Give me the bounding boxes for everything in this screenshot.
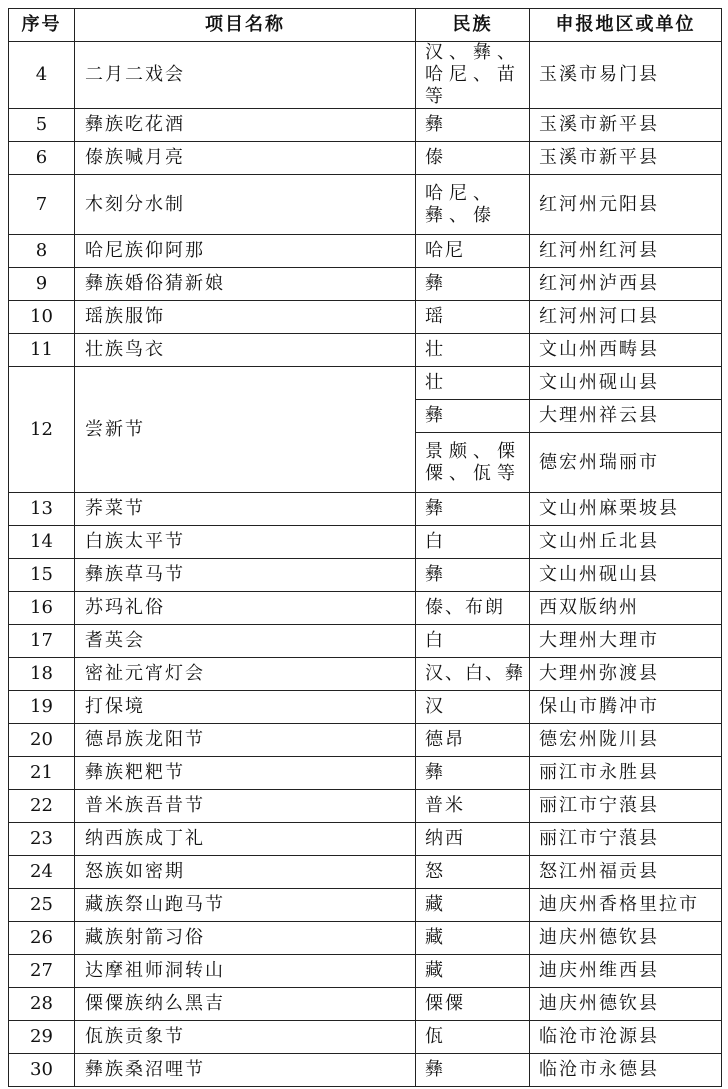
cell-number: 15 xyxy=(9,559,75,592)
table-row xyxy=(9,367,722,400)
cell-ethnic-group: 傈僳 xyxy=(416,988,530,1021)
cell-region: 大理州弥渡县 xyxy=(530,658,722,691)
cell-number: 30 xyxy=(9,1054,75,1087)
cell-project-name: 荞菜节 xyxy=(75,493,416,526)
cell-project-name: 尝新节 xyxy=(75,367,416,493)
table-row xyxy=(9,658,722,691)
table-row xyxy=(9,109,722,142)
cell-ethnic-group: 彝 xyxy=(416,1054,530,1087)
cell-project-name: 打保境 xyxy=(75,691,416,724)
cell-ethnic-group: 藏 xyxy=(416,922,530,955)
cell-region: 丽江市永胜县 xyxy=(530,757,722,790)
cell-number: 18 xyxy=(9,658,75,691)
cell-region: 丽江市宁蒗县 xyxy=(530,823,722,856)
cell-number: 14 xyxy=(9,526,75,559)
cell-ethnic-group: 佤 xyxy=(416,1021,530,1054)
cell-number: 10 xyxy=(9,301,75,334)
table-row xyxy=(9,235,722,268)
cell-number: 28 xyxy=(9,988,75,1021)
cell-ethnic-group: 汉 xyxy=(416,691,530,724)
cell-region: 大理州大理市 xyxy=(530,625,722,658)
cell-ethnic-group: 彝 xyxy=(416,268,530,301)
cell-number: 5 xyxy=(9,109,75,142)
cell-region: 德宏州陇川县 xyxy=(530,724,722,757)
cell-region: 文山州砚山县 xyxy=(530,559,722,592)
cell-project-name: 彝族粑粑节 xyxy=(75,757,416,790)
cell-number: 27 xyxy=(9,955,75,988)
cell-region: 临沧市沧源县 xyxy=(530,1021,722,1054)
cell-number: 6 xyxy=(9,142,75,175)
table-row xyxy=(9,559,722,592)
cell-ethnic-group: 怒 xyxy=(416,856,530,889)
cell-number: 24 xyxy=(9,856,75,889)
cell-region: 文山州砚山县 xyxy=(530,367,722,400)
cell-number: 8 xyxy=(9,235,75,268)
cell-ethnic-group: 彝 xyxy=(416,109,530,142)
cell-number: 19 xyxy=(9,691,75,724)
table-header-row xyxy=(9,9,722,42)
table-row xyxy=(9,955,722,988)
cell-project-name: 彝族草马节 xyxy=(75,559,416,592)
cell-project-name: 德昂族龙阳节 xyxy=(75,724,416,757)
table-row xyxy=(9,922,722,955)
table-row xyxy=(9,757,722,790)
header-ethnic-group: 民族 xyxy=(416,9,530,42)
cell-region: 西双版纳州 xyxy=(530,592,722,625)
header-project-name: 项目名称 xyxy=(75,9,416,42)
table-row xyxy=(9,334,722,367)
cell-region: 红河州河口县 xyxy=(530,301,722,334)
cell-region: 红河州泸西县 xyxy=(530,268,722,301)
cell-number: 20 xyxy=(9,724,75,757)
cell-ethnic-group: 汉、彝、哈尼、苗等 xyxy=(416,42,530,109)
cell-ethnic-group: 白 xyxy=(416,625,530,658)
table-row xyxy=(9,724,722,757)
cell-number: 25 xyxy=(9,889,75,922)
cell-project-name: 瑶族服饰 xyxy=(75,301,416,334)
cell-ethnic-group: 景颇、傈僳、佤等 xyxy=(416,433,530,493)
cell-number: 29 xyxy=(9,1021,75,1054)
table-row xyxy=(9,592,722,625)
table-row xyxy=(9,790,722,823)
cell-region: 迪庆州维西县 xyxy=(530,955,722,988)
cell-project-name: 苏玛礼俗 xyxy=(75,592,416,625)
cell-ethnic-group: 傣 xyxy=(416,142,530,175)
cell-ethnic-group: 彝 xyxy=(416,559,530,592)
cell-number: 11 xyxy=(9,334,75,367)
cell-ethnic-group: 德昂 xyxy=(416,724,530,757)
cell-number: 13 xyxy=(9,493,75,526)
cell-region: 文山州西畴县 xyxy=(530,334,722,367)
cell-region: 文山州麻栗坡县 xyxy=(530,493,722,526)
cell-ethnic-group: 哈尼、彝、傣 xyxy=(416,175,530,235)
cell-region: 丽江市宁蒗县 xyxy=(530,790,722,823)
heritage-project-table xyxy=(8,8,722,1087)
cell-project-name: 白族太平节 xyxy=(75,526,416,559)
cell-project-name: 壮族鸟衣 xyxy=(75,334,416,367)
cell-number: 16 xyxy=(9,592,75,625)
table-row xyxy=(9,988,722,1021)
cell-ethnic-group: 傣、布朗 xyxy=(416,592,530,625)
table-row xyxy=(9,526,722,559)
cell-project-name: 达摩祖师洞转山 xyxy=(75,955,416,988)
cell-project-name: 傣族喊月亮 xyxy=(75,142,416,175)
header-number: 序号 xyxy=(9,9,75,42)
cell-project-name: 二月二戏会 xyxy=(75,42,416,109)
cell-project-name: 藏族射箭习俗 xyxy=(75,922,416,955)
cell-project-name: 彝族吃花酒 xyxy=(75,109,416,142)
cell-project-name: 佤族贡象节 xyxy=(75,1021,416,1054)
cell-ethnic-group: 彝 xyxy=(416,493,530,526)
cell-project-name: 哈尼族仰阿那 xyxy=(75,235,416,268)
cell-project-name: 傈僳族纳么黑吉 xyxy=(75,988,416,1021)
cell-region: 红河州元阳县 xyxy=(530,175,722,235)
cell-ethnic-group: 壮 xyxy=(416,367,530,400)
cell-project-name: 藏族祭山跑马节 xyxy=(75,889,416,922)
cell-number: 22 xyxy=(9,790,75,823)
cell-region: 迪庆州德钦县 xyxy=(530,988,722,1021)
cell-number: 9 xyxy=(9,268,75,301)
cell-region: 玉溪市新平县 xyxy=(530,142,722,175)
cell-number: 12 xyxy=(9,367,75,493)
cell-project-name: 纳西族成丁礼 xyxy=(75,823,416,856)
table-row xyxy=(9,823,722,856)
cell-ethnic-group: 壮 xyxy=(416,334,530,367)
cell-ethnic-group: 彝 xyxy=(416,400,530,433)
cell-region: 文山州丘北县 xyxy=(530,526,722,559)
cell-ethnic-group: 哈尼 xyxy=(416,235,530,268)
cell-ethnic-group: 瑶 xyxy=(416,301,530,334)
cell-region: 红河州红河县 xyxy=(530,235,722,268)
cell-region: 大理州祥云县 xyxy=(530,400,722,433)
cell-project-name: 怒族如密期 xyxy=(75,856,416,889)
cell-ethnic-group: 藏 xyxy=(416,889,530,922)
cell-region: 玉溪市新平县 xyxy=(530,109,722,142)
cell-region: 保山市腾冲市 xyxy=(530,691,722,724)
table-row xyxy=(9,301,722,334)
cell-region: 玉溪市易门县 xyxy=(530,42,722,109)
table-row xyxy=(9,691,722,724)
cell-region: 德宏州瑞丽市 xyxy=(530,433,722,493)
cell-ethnic-group: 汉、白、彝 xyxy=(416,658,530,691)
table-row xyxy=(9,493,722,526)
cell-ethnic-group: 白 xyxy=(416,526,530,559)
cell-ethnic-group: 彝 xyxy=(416,757,530,790)
table-row xyxy=(9,1054,722,1087)
table-row xyxy=(9,42,722,109)
cell-number: 7 xyxy=(9,175,75,235)
cell-ethnic-group: 藏 xyxy=(416,955,530,988)
cell-project-name: 耆英会 xyxy=(75,625,416,658)
cell-number: 23 xyxy=(9,823,75,856)
cell-number: 26 xyxy=(9,922,75,955)
table-row xyxy=(9,268,722,301)
cell-project-name: 彝族桑沼哩节 xyxy=(75,1054,416,1087)
table-row xyxy=(9,625,722,658)
cell-project-name: 普米族吾昔节 xyxy=(75,790,416,823)
cell-region: 迪庆州德钦县 xyxy=(530,922,722,955)
cell-number: 4 xyxy=(9,42,75,109)
table-row xyxy=(9,856,722,889)
cell-ethnic-group: 普米 xyxy=(416,790,530,823)
cell-project-name: 木刻分水制 xyxy=(75,175,416,235)
table-row xyxy=(9,889,722,922)
cell-region: 临沧市永德县 xyxy=(530,1054,722,1087)
table-row xyxy=(9,1021,722,1054)
cell-region: 怒江州福贡县 xyxy=(530,856,722,889)
cell-project-name: 彝族婚俗猜新娘 xyxy=(75,268,416,301)
cell-region: 迪庆州香格里拉市 xyxy=(530,889,722,922)
cell-number: 21 xyxy=(9,757,75,790)
table-row xyxy=(9,175,722,235)
header-region: 申报地区或单位 xyxy=(530,9,722,42)
cell-ethnic-group: 纳西 xyxy=(416,823,530,856)
cell-number: 17 xyxy=(9,625,75,658)
table-row xyxy=(9,142,722,175)
cell-project-name: 密祉元宵灯会 xyxy=(75,658,416,691)
